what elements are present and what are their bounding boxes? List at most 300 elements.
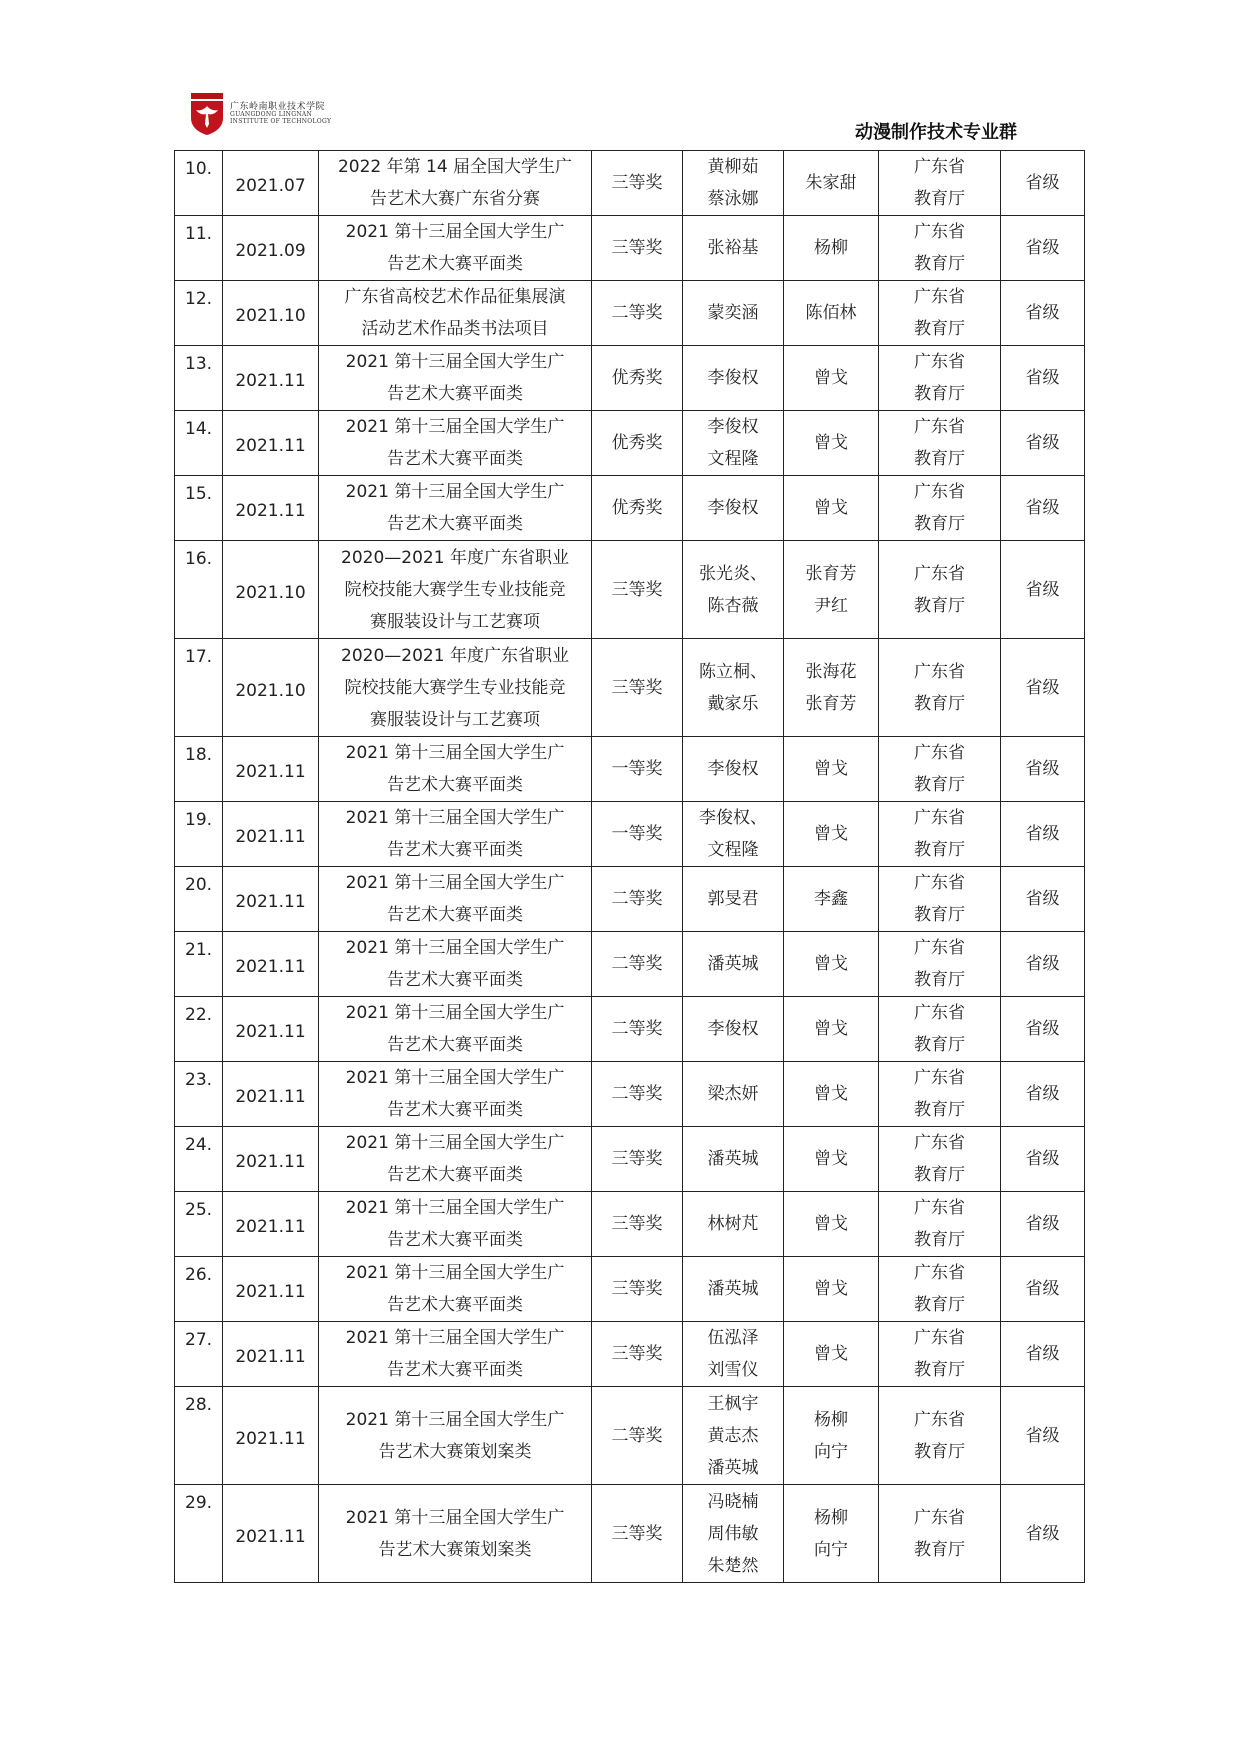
cell-number [175,1257,223,1322]
award-date: 2021.11 [235,957,306,977]
student-name: 冯晓楠 [707,1491,759,1512]
cell-level [1001,997,1085,1062]
organizer-line: 广东省 [914,1003,965,1023]
table-row [175,1192,1085,1257]
award-grade: 三等奖 [611,1214,663,1234]
student-name: 李俊权 [707,498,759,518]
row-number: 13. [185,354,213,374]
cell-competition [319,867,592,932]
organizer-line: 广东省 [914,157,965,177]
award-level: 省级 [1025,824,1060,844]
cell-students [683,997,784,1062]
cell-number [175,541,223,639]
competition-name-line: 告艺术大赛平面类 [387,840,523,860]
award-level: 省级 [1025,303,1060,323]
row-number: 11. [185,224,213,244]
student-name: 王枫宇 [707,1393,759,1414]
award-level: 省级 [1025,368,1060,388]
cell-date [223,216,319,281]
row-number: 14. [185,419,213,439]
award-grade: 一等奖 [611,759,663,779]
cell-date [223,737,319,802]
organizer-line: 广东省 [914,1198,965,1218]
cell-date [223,639,319,737]
award-level: 省级 [1025,1214,1060,1234]
awards-table-body [175,151,1085,1583]
cell-level [1001,216,1085,281]
award-date: 2021.11 [235,1526,306,1547]
cell-date [223,1127,319,1192]
organizer-line: 教育厅 [914,775,965,795]
award-grade: 二等奖 [611,1084,663,1104]
teacher-name: 张育芳 [805,693,857,714]
award-level: 省级 [1025,1084,1060,1104]
row-number: 21. [185,940,213,960]
award-date: 2021.07 [235,176,306,196]
teacher-name: 曾戈 [814,1019,848,1039]
award-grade: 优秀奖 [611,433,663,453]
award-grade: 优秀奖 [611,498,663,518]
student-name: 李俊权、 [699,808,767,828]
student-name: 张光炎、 [699,563,767,584]
cell-competition [319,932,592,997]
organizer-line: 广东省 [914,661,965,682]
teacher-name: 向宁 [814,1539,848,1560]
row-number: 28. [185,1395,213,1415]
cell-award [592,1192,683,1257]
cell-organizer [879,151,1001,216]
teacher-name: 张海花 [805,661,857,682]
teacher-name: 曾戈 [814,433,848,453]
award-level: 省级 [1025,1279,1060,1299]
award-grade: 三等奖 [611,579,663,600]
organizer-line: 教育厅 [914,384,965,404]
cell-number [175,867,223,932]
cell-level [1001,1387,1085,1485]
cell-organizer [879,997,1001,1062]
cell-organizer [879,932,1001,997]
cell-students [683,639,784,737]
student-name: 文程隆 [707,449,759,469]
organizer-line: 广东省 [914,938,965,958]
organizer-line: 教育厅 [914,840,965,860]
cell-organizer [879,1062,1001,1127]
cell-organizer [879,802,1001,867]
competition-name-line: 告艺术大赛平面类 [387,449,523,469]
row-number: 26. [185,1265,213,1285]
cell-date [223,1062,319,1127]
cell-teachers [784,151,879,216]
cell-students [683,1127,784,1192]
table-row [175,932,1085,997]
award-grade: 二等奖 [611,1425,663,1446]
student-name: 戴家乐 [707,693,759,714]
award-grade: 优秀奖 [611,368,663,388]
organizer-line: 教育厅 [914,319,965,339]
cell-teachers [784,541,879,639]
award-grade: 二等奖 [611,954,663,974]
cell-students [683,541,784,639]
organizer-line: 广东省 [914,873,965,893]
table-row [175,1127,1085,1192]
organizer-line: 教育厅 [914,1100,965,1120]
organizer-line: 教育厅 [914,905,965,925]
cell-level [1001,1192,1085,1257]
award-grade: 三等奖 [611,677,663,698]
competition-name-line: 2021 第十三届全国大学生广 [345,1198,565,1218]
competition-name-line: 告艺术大赛平面类 [387,970,523,990]
cell-competition [319,281,592,346]
cell-date [223,1387,319,1485]
cell-students [683,476,784,541]
award-date: 2021.10 [235,582,306,603]
cell-students [683,1387,784,1485]
competition-name-line: 告艺术大赛平面类 [387,1165,523,1185]
competition-name-line: 2020—2021 年度广东省职业 [341,645,569,666]
cell-competition [319,1192,592,1257]
award-grade: 二等奖 [611,889,663,909]
award-date: 2021.11 [235,827,306,847]
competition-name-line: 广东省高校艺术作品征集展演 [344,287,566,307]
row-number: 19. [185,810,213,830]
competition-name-line: 告艺术大赛广东省分赛 [370,189,540,209]
competition-name-line: 2021 第十三届全国大学生广 [345,808,565,828]
cell-number [175,639,223,737]
table-row [175,346,1085,411]
row-number: 24. [185,1135,213,1155]
cell-organizer [879,216,1001,281]
cell-competition [319,1062,592,1127]
cell-number [175,411,223,476]
cell-teachers [784,411,879,476]
organizer-line: 广东省 [914,1507,965,1528]
table-row [175,1062,1085,1127]
cell-students [683,151,784,216]
award-date: 2021.11 [235,1152,306,1172]
table-row [175,639,1085,737]
cell-award [592,867,683,932]
cell-teachers [784,346,879,411]
award-date: 2021.11 [235,762,306,782]
award-grade: 三等奖 [611,1344,663,1364]
cell-date [223,281,319,346]
organizer-line: 广东省 [914,743,965,763]
cell-teachers [784,737,879,802]
cell-award [592,1127,683,1192]
cell-number [175,1485,223,1583]
teacher-name: 曾戈 [814,824,848,844]
teacher-name: 曾戈 [814,954,848,974]
cell-students [683,1485,784,1583]
cell-award [592,1387,683,1485]
competition-name-line: 2021 第十三届全国大学生广 [345,1328,565,1348]
cell-number [175,476,223,541]
cell-teachers [784,932,879,997]
cell-competition [319,1485,592,1583]
teacher-name: 曾戈 [814,1214,848,1234]
organizer-line: 广东省 [914,1409,965,1430]
award-date: 2021.11 [235,892,306,912]
competition-name-line: 赛服装设计与工艺赛项 [370,611,540,632]
cell-level [1001,932,1085,997]
organizer-line: 教育厅 [914,1360,965,1380]
cell-date [223,802,319,867]
organizer-line: 教育厅 [914,1035,965,1055]
teacher-name: 杨柳 [814,238,848,258]
cell-teachers [784,476,879,541]
cell-teachers [784,1387,879,1485]
cell-date [223,867,319,932]
cell-award [592,1062,683,1127]
award-grade: 三等奖 [611,1279,663,1299]
row-number: 12. [185,289,213,309]
school-emblem-icon [190,92,224,136]
competition-name-line: 告艺术大赛平面类 [387,905,523,925]
cell-date [223,346,319,411]
row-number: 27. [185,1330,213,1350]
award-date: 2021.11 [235,1282,306,1302]
cell-level [1001,1127,1085,1192]
competition-name-line: 2021 第十三届全国大学生广 [345,1507,565,1528]
cell-teachers [784,281,879,346]
award-level: 省级 [1025,433,1060,453]
student-name: 李俊权 [707,368,759,388]
table-row [175,802,1085,867]
cell-date [223,541,319,639]
cell-level [1001,639,1085,737]
cell-students [683,867,784,932]
cell-date [223,1257,319,1322]
cell-date [223,1192,319,1257]
teacher-name: 陈佰林 [805,303,857,323]
award-date: 2021.11 [235,1087,306,1107]
competition-name-line: 告艺术大赛平面类 [387,775,523,795]
cell-number [175,216,223,281]
competition-name-line: 2021 第十三届全国大学生广 [345,1409,565,1430]
row-number: 16. [185,549,213,569]
organizer-line: 教育厅 [914,1441,965,1462]
cell-students [683,281,784,346]
cell-number [175,802,223,867]
student-name: 黄志杰 [707,1425,759,1446]
student-name: 蒙奕涵 [707,303,759,323]
cell-teachers [784,1192,879,1257]
awards-table [174,150,1085,1583]
competition-name-line: 2021 第十三届全国大学生广 [345,352,565,372]
row-number: 15. [185,484,213,504]
cell-date [223,476,319,541]
cell-competition [319,997,592,1062]
logo-english-name-line2: INSTITUTE OF TECHNOLOGY [230,117,332,125]
competition-name-line: 院校技能大赛学生专业技能竞 [344,677,566,698]
cell-award [592,346,683,411]
cell-competition [319,802,592,867]
award-date: 2021.11 [235,1022,306,1042]
competition-name-line: 2021 第十三届全国大学生广 [345,938,565,958]
cell-teachers [784,1485,879,1583]
award-date: 2021.11 [235,371,306,391]
competition-name-line: 告艺术大赛平面类 [387,254,523,274]
award-date: 2021.11 [235,1347,306,1367]
award-level: 省级 [1025,1425,1060,1446]
cell-award [592,1257,683,1322]
student-name: 李俊权 [707,759,759,779]
cell-teachers [784,867,879,932]
cell-level [1001,476,1085,541]
competition-name-line: 告艺术大赛策划案类 [378,1539,532,1560]
student-name: 潘英城 [707,1279,759,1299]
student-name: 潘英城 [707,1149,759,1169]
award-date: 2021.09 [235,241,306,261]
cell-organizer [879,541,1001,639]
cell-teachers [784,1127,879,1192]
organizer-line: 广东省 [914,222,965,242]
cell-competition [319,1127,592,1192]
cell-organizer [879,867,1001,932]
competition-name-line: 2021 第十三届全国大学生广 [345,1003,565,1023]
cell-competition [319,737,592,802]
teacher-name: 曾戈 [814,1344,848,1364]
cell-students [683,802,784,867]
table-row [175,216,1085,281]
award-date: 2021.11 [235,1428,306,1449]
award-level: 省级 [1025,1523,1060,1544]
cell-teachers [784,997,879,1062]
cell-level [1001,411,1085,476]
cell-level [1001,802,1085,867]
cell-award [592,411,683,476]
student-name: 梁杰妍 [707,1084,759,1104]
organizer-line: 教育厅 [914,514,965,534]
row-number: 10. [185,159,213,179]
table-row [175,1322,1085,1387]
cell-date [223,932,319,997]
teacher-name: 曾戈 [814,368,848,388]
cell-competition [319,476,592,541]
cell-number [175,346,223,411]
cell-number [175,737,223,802]
award-level: 省级 [1025,1344,1060,1364]
cell-students [683,1192,784,1257]
teacher-name: 杨柳 [814,1507,848,1528]
organizer-line: 广东省 [914,1263,965,1283]
competition-name-line: 2021 第十三届全国大学生广 [345,873,565,893]
organizer-line: 广东省 [914,287,965,307]
competition-name-line: 告艺术大赛平面类 [387,514,523,534]
cell-number [175,1322,223,1387]
organizer-line: 教育厅 [914,970,965,990]
cell-award [592,281,683,346]
award-level: 省级 [1025,677,1060,698]
competition-name-line: 2020—2021 年度广东省职业 [341,547,569,568]
organizer-line: 教育厅 [914,1295,965,1315]
cell-teachers [784,802,879,867]
cell-level [1001,1322,1085,1387]
cell-competition [319,1322,592,1387]
cell-competition [319,1257,592,1322]
student-name: 文程隆 [707,840,759,860]
competition-name-line: 2021 第十三届全国大学生广 [345,1133,565,1153]
organizer-line: 教育厅 [914,449,965,469]
cell-organizer [879,1387,1001,1485]
cell-level [1001,346,1085,411]
teacher-name: 曾戈 [814,759,848,779]
table-row [175,737,1085,802]
cell-date [223,1322,319,1387]
logo-chinese-name: 广东岭南职业技术学院 [230,101,326,112]
award-level: 省级 [1025,173,1060,193]
award-level: 省级 [1025,579,1060,600]
row-number: 18. [185,745,213,765]
cell-date [223,1485,319,1583]
student-name: 朱楚然 [707,1555,759,1576]
cell-teachers [784,1322,879,1387]
row-number: 23. [185,1070,213,1090]
table-row [175,476,1085,541]
award-level: 省级 [1025,954,1060,974]
organizer-line: 教育厅 [914,693,965,714]
award-date: 2021.11 [235,1217,306,1237]
cell-teachers [784,1062,879,1127]
cell-number [175,281,223,346]
organizer-line: 广东省 [914,1328,965,1348]
student-name: 李俊权 [707,417,759,437]
competition-name-line: 院校技能大赛学生专业技能竞 [344,579,566,600]
cell-competition [319,639,592,737]
cell-competition [319,346,592,411]
cell-competition [319,411,592,476]
cell-level [1001,867,1085,932]
cell-organizer [879,1485,1001,1583]
teacher-name: 曾戈 [814,1279,848,1299]
row-number: 25. [185,1200,213,1220]
cell-organizer [879,476,1001,541]
row-number: 29. [185,1493,213,1513]
award-grade: 三等奖 [611,1149,663,1169]
cell-award [592,932,683,997]
cell-organizer [879,346,1001,411]
table-row [175,997,1085,1062]
cell-level [1001,541,1085,639]
cell-award [592,737,683,802]
competition-name-line: 2021 第十三届全国大学生广 [345,482,565,502]
table-row [175,151,1085,216]
award-level: 省级 [1025,759,1060,779]
organizer-line: 广东省 [914,482,965,502]
student-name: 刘雪仪 [707,1360,759,1380]
cell-organizer [879,1127,1001,1192]
cell-organizer [879,411,1001,476]
cell-teachers [784,1257,879,1322]
cell-number [175,932,223,997]
student-name: 潘英城 [707,1457,759,1478]
award-grade: 二等奖 [611,1019,663,1039]
cell-award [592,151,683,216]
cell-level [1001,281,1085,346]
logo-english-name-line1: GUANGDONG LINGNAN [230,111,313,119]
organizer-line: 教育厅 [914,595,965,616]
student-name: 林树芃 [707,1214,759,1234]
cell-award [592,639,683,737]
organizer-line: 教育厅 [914,1539,965,1560]
award-date: 2021.10 [235,306,306,326]
cell-level [1001,1485,1085,1583]
cell-students [683,1257,784,1322]
competition-name-line: 告艺术大赛平面类 [387,384,523,404]
student-name: 李俊权 [707,1019,759,1039]
organizer-line: 教育厅 [914,1230,965,1250]
competition-name-line: 告艺术大赛平面类 [387,1100,523,1120]
